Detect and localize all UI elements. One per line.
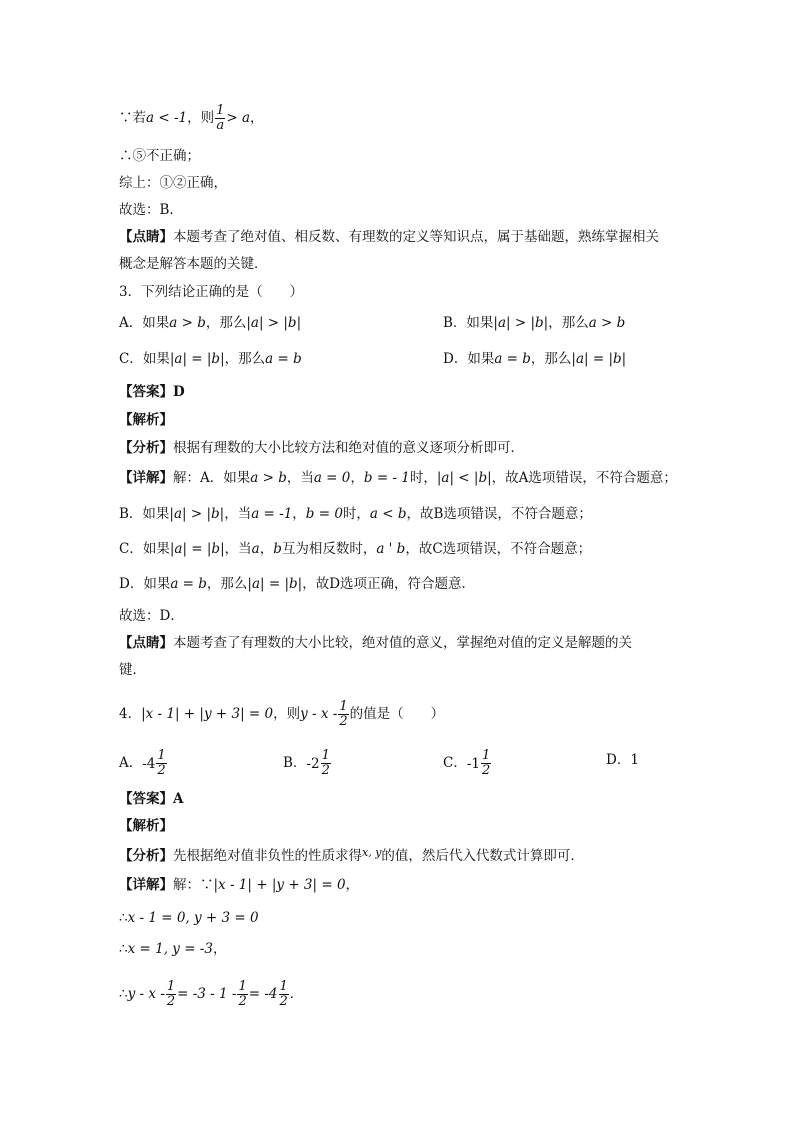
text: ，那么 bbox=[530, 351, 572, 367]
fraction bbox=[338, 700, 348, 729]
whole-part: -4 bbox=[142, 755, 156, 772]
option-value: 1 bbox=[630, 752, 639, 768]
text: ， bbox=[250, 110, 264, 126]
fraction bbox=[156, 749, 166, 778]
math-inline: x - 1 = 0, y + 3 = 0 bbox=[127, 910, 259, 926]
option-label: B．如果 bbox=[443, 315, 494, 331]
fraction bbox=[481, 749, 491, 778]
option-label: D．如果 bbox=[443, 351, 495, 367]
section-tag: 【解析】 bbox=[119, 412, 173, 428]
option-c bbox=[443, 749, 492, 778]
math-inline: |a| = |b| bbox=[571, 351, 627, 367]
option-label: B． bbox=[283, 755, 307, 771]
text: 的值，然后代入代数式计算即可． bbox=[381, 848, 584, 864]
text-line bbox=[119, 439, 524, 457]
text: 时， bbox=[342, 506, 370, 522]
denominator: 2 bbox=[166, 994, 176, 1009]
text: ，当 bbox=[286, 470, 314, 486]
text: D．如果 bbox=[119, 576, 171, 592]
section-tag: 【详解】 bbox=[119, 877, 173, 893]
text-line bbox=[119, 228, 659, 246]
section-heading bbox=[119, 817, 173, 835]
math-inline: |x - 1| + |y + 3| = 0 bbox=[141, 706, 274, 722]
text-line: 键． bbox=[119, 662, 146, 678]
text: ，故B选项错误，不符合题意； bbox=[406, 506, 592, 522]
math-inline: a < b bbox=[369, 506, 407, 522]
option-c bbox=[119, 350, 302, 368]
option-a bbox=[119, 749, 168, 778]
math-inline: x = 1, y = -3 bbox=[127, 941, 213, 957]
text-line: 故选：B． bbox=[119, 202, 183, 218]
numerator: 1 bbox=[321, 748, 330, 763]
option-label: C． bbox=[443, 755, 467, 771]
fraction bbox=[237, 980, 247, 1009]
option-b bbox=[443, 314, 625, 332]
option-a bbox=[119, 314, 301, 332]
math-inline: x, y bbox=[362, 846, 382, 859]
text: 本题考查了有理数的大小比较，绝对值的意义，掌握绝对值的定义是解题的关 bbox=[173, 635, 632, 651]
math-inline: b = 0 bbox=[305, 506, 343, 522]
math-inline: y - x - bbox=[300, 706, 338, 722]
denominator: 2 bbox=[339, 714, 348, 729]
section-tag: 【分析】 bbox=[119, 440, 173, 456]
answer: 【答案】A bbox=[119, 791, 184, 807]
text-line bbox=[119, 505, 592, 523]
whole-part: -1 bbox=[466, 755, 480, 772]
option-b bbox=[283, 749, 332, 778]
denominator: 2 bbox=[157, 763, 166, 778]
math-inline: |a| = |b| bbox=[169, 351, 225, 367]
math-inline: = -4 bbox=[248, 986, 278, 1002]
text-line: ∴⑤不正确； bbox=[119, 148, 200, 164]
numerator: 1 bbox=[482, 748, 491, 763]
text: ∴ bbox=[119, 941, 128, 957]
math-inline: > a bbox=[226, 110, 251, 126]
text: ∴ bbox=[119, 986, 128, 1002]
option-label: C．如果 bbox=[119, 351, 170, 367]
numerator: 1 bbox=[166, 979, 176, 994]
text: ，则 bbox=[273, 706, 301, 722]
option-d bbox=[443, 350, 626, 368]
text: ，那么 bbox=[224, 351, 266, 367]
question-stem: 3．下列结论正确的是（ ） bbox=[119, 284, 304, 300]
math-inline: = -3 - 1 - bbox=[177, 986, 237, 1002]
text-line: 综上：①②正确， bbox=[119, 175, 227, 191]
text: ，则 bbox=[187, 110, 215, 126]
text: ， bbox=[212, 941, 227, 957]
text: C．如果 bbox=[119, 541, 170, 557]
math-inline: a = b bbox=[494, 351, 531, 367]
text-line bbox=[119, 104, 264, 133]
text-line bbox=[119, 575, 475, 593]
numerator: 1 bbox=[238, 979, 247, 994]
math-inline: a = b bbox=[170, 576, 207, 592]
text: ，当 bbox=[224, 541, 252, 557]
answer-line bbox=[119, 790, 183, 808]
numerator: 1 bbox=[339, 699, 348, 714]
text-line bbox=[119, 980, 303, 1009]
question-stem bbox=[119, 700, 444, 729]
text: 互为相反数时， bbox=[281, 541, 377, 557]
math-inline: |a| > |b| bbox=[246, 315, 302, 331]
section-tag: 【解析】 bbox=[119, 818, 173, 834]
math-inline: b bbox=[273, 541, 282, 557]
text-line bbox=[119, 469, 677, 487]
answer-line bbox=[119, 383, 185, 401]
text: 根据有理数的大小比较方法和绝对值的意义逐项分析即可． bbox=[173, 440, 524, 456]
denominator: 2 bbox=[321, 763, 330, 778]
text-line: 故选：D． bbox=[119, 608, 184, 624]
section-tag: 【详解】 bbox=[119, 470, 173, 486]
answer: 【答案】D bbox=[119, 384, 185, 400]
text-line bbox=[119, 876, 359, 894]
option-label: A． bbox=[119, 755, 143, 771]
text-line bbox=[119, 844, 584, 865]
math-inline: a > b bbox=[250, 470, 287, 486]
mixed-number bbox=[306, 749, 331, 778]
text: ，当 bbox=[224, 506, 252, 522]
math-inline: |a| = |b| bbox=[169, 541, 225, 557]
math-inline: a = -1 bbox=[251, 506, 293, 522]
text-line bbox=[119, 634, 632, 652]
text-line bbox=[119, 940, 226, 958]
section-tag: 【点睛】 bbox=[119, 229, 173, 245]
math-inline: |x - 1| + |y + 3| = 0 bbox=[213, 877, 346, 893]
text: ，那么 bbox=[205, 315, 247, 331]
text: ，故C选项错误，不符合题意； bbox=[405, 541, 592, 557]
text: 时， bbox=[409, 470, 437, 486]
mixed-number bbox=[467, 749, 492, 778]
text: ， bbox=[259, 541, 274, 557]
fraction bbox=[321, 749, 331, 778]
section-heading bbox=[119, 411, 173, 429]
text: ，那么 bbox=[548, 315, 589, 331]
denominator: 2 bbox=[482, 763, 491, 778]
text: 的值是（ ） bbox=[349, 706, 445, 722]
text: ， bbox=[292, 506, 306, 522]
denominator: 2 bbox=[279, 994, 288, 1009]
math-inline: |a| = |b| bbox=[247, 576, 303, 592]
text: 先根据绝对值非负性的性质求得 bbox=[173, 848, 362, 864]
numerator: 1 bbox=[157, 748, 166, 763]
numerator: 1 bbox=[279, 979, 288, 994]
text: ∴ bbox=[119, 910, 128, 926]
numerator: 1 bbox=[216, 103, 225, 118]
option-d bbox=[606, 751, 639, 769]
text: ∵若 bbox=[119, 110, 146, 126]
option-label: A．如果 bbox=[119, 315, 170, 331]
text: ， bbox=[350, 470, 364, 486]
denominator: a bbox=[216, 118, 225, 133]
math-inline: a bbox=[251, 541, 260, 557]
fraction bbox=[215, 104, 225, 133]
text: 解：∵ bbox=[173, 877, 214, 893]
math-inline: a = 0 bbox=[313, 470, 351, 486]
text-line bbox=[119, 909, 259, 927]
math-inline: y - x - bbox=[127, 986, 165, 1002]
math-inline: a = b bbox=[265, 351, 302, 367]
math-inline: |a| < |b| bbox=[436, 470, 492, 486]
text: 本题考查了绝对值、相反数、有理数的定义等知识点，属于基础题，熟练掌握相关 bbox=[173, 229, 659, 245]
section-tag: 【点睛】 bbox=[119, 635, 173, 651]
question-number: 4． bbox=[119, 706, 142, 722]
fraction bbox=[166, 980, 176, 1009]
math-inline: a < -1 bbox=[146, 110, 188, 126]
text: B．如果 bbox=[119, 506, 170, 522]
mixed-number bbox=[142, 749, 167, 778]
text-line: 概念是解答本题的关键． bbox=[119, 256, 268, 272]
math-inline: b = - 1 bbox=[363, 470, 410, 486]
math-inline: a > b bbox=[169, 315, 206, 331]
text: ，故D选项正确，符合题意． bbox=[302, 576, 476, 592]
option-label: D． bbox=[606, 752, 631, 768]
text: 解：A．如果 bbox=[173, 470, 251, 486]
fraction bbox=[279, 980, 289, 1009]
text: ，故A选项错误，不符合题意； bbox=[491, 470, 677, 486]
denominator: 2 bbox=[238, 994, 247, 1009]
text: ． bbox=[289, 986, 304, 1002]
text-line bbox=[119, 540, 591, 558]
text: ， bbox=[345, 877, 360, 893]
math-inline: a ' b bbox=[376, 541, 406, 557]
whole-part: -2 bbox=[306, 755, 320, 772]
math-inline: |a| > |b| bbox=[493, 315, 549, 331]
math-inline: a > b bbox=[588, 315, 626, 331]
text: ，那么 bbox=[206, 576, 248, 592]
math-inline: |a| > |b| bbox=[169, 506, 225, 522]
section-tag: 【分析】 bbox=[119, 848, 173, 864]
